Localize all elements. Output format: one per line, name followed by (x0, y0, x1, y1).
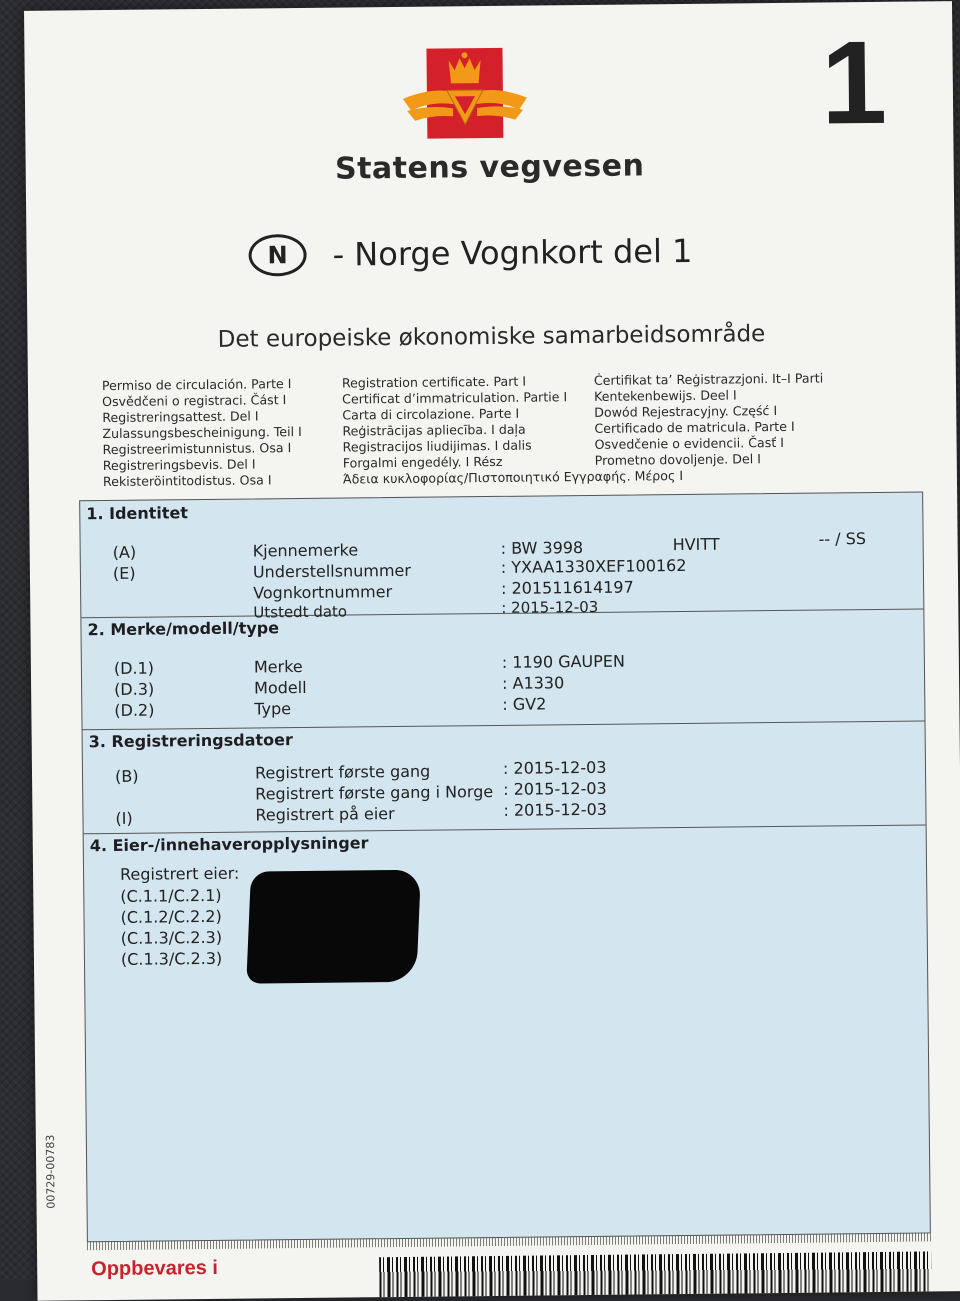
field-code: (I) (115, 808, 133, 828)
redacted-owner-details (246, 870, 421, 984)
translation-line: Permiso de circulación. Parte I (101, 376, 292, 394)
translation-line: Certificat d’immatriculation. Partie I (342, 389, 568, 407)
vin-value: : YXAA1330XEF100162 (500, 555, 687, 577)
translations-column-3 (594, 371, 824, 469)
field-code: (B) (114, 766, 139, 786)
make-label: Merke (253, 656, 303, 677)
field-code: (D.2) (114, 700, 155, 720)
serial-number: 00729-00783 (43, 1134, 58, 1209)
field-code: (D.3) (114, 679, 155, 699)
translation-line: Forgalmi engedély. I Rész (342, 453, 503, 471)
section-owner (84, 824, 930, 1241)
make-value: : 1190 GAUPEN (501, 651, 626, 672)
section-identity (80, 492, 923, 622)
section-title: 2. Merke/modell/type (87, 618, 280, 640)
section-title: 4. Eier-/innehaveropplysninger (89, 833, 369, 856)
translation-line: Άδεια κυκλοφορίας/Πιστοποιητικό Εγγραφής. Μέρος I (342, 467, 684, 487)
translation-line: Registreringsattest. Del I (102, 408, 259, 426)
field-code: (D.1) (113, 658, 155, 678)
agency-logo-crown-wings-icon (402, 46, 527, 143)
translation-line: Osvědčeni o registraci. Část I (102, 392, 287, 410)
owner-field-code: (C.1.3/C.2.3) (120, 927, 223, 948)
translation-line: Osvedčenie o evidencii. Časť I (594, 434, 785, 452)
owner-field-code: (C.1.2/C.2.2) (120, 906, 222, 927)
card-number-value: : 201511614197 (500, 577, 634, 598)
certificate-title (248, 230, 692, 277)
registered-owner-label: Registrert eier: (119, 863, 240, 884)
translation-line: Dowód Rejestracyjny. Część I (594, 402, 778, 420)
part-number: 1 (820, 16, 888, 150)
model-label: Modell (254, 677, 307, 698)
owner-registered-label: Registrert på eier (255, 804, 395, 825)
translations-column-1 (102, 376, 303, 490)
area-heading: Det europeiske økonomiske samarbeidsområde (217, 321, 766, 353)
issued-label: Utstedt dato (253, 602, 348, 622)
agency-name: Statens vegvesen (334, 148, 645, 187)
type-value: : GV2 (502, 694, 547, 714)
translation-line: Registracijos liudijimas. I dalis (342, 437, 532, 455)
registration-form (79, 491, 931, 1242)
owner-field-code: (C.1.1/C.2.1) (120, 885, 222, 906)
translation-line: Registration certificate. Part I (341, 373, 527, 391)
storage-notice: Oppbevares i (91, 1256, 219, 1281)
section-title: 1. Identitet (86, 503, 189, 524)
translation-line: Rekisteröintitodistus. Osa I (102, 472, 272, 490)
section-make-model (81, 608, 924, 730)
owner-field-code: (C.1.3/C.2.3) (120, 948, 223, 969)
model-value: : A1330 (501, 673, 565, 693)
owner-registered-value: : 2015-12-03 (503, 799, 607, 820)
field-code: (A) (112, 542, 137, 562)
title-text: - Norge Vognkort del 1 (332, 231, 693, 274)
translation-line: Kentekenbewijs. Deel I (594, 387, 737, 404)
plate-value: : BW 3998 (500, 538, 584, 558)
translation-line: Reģistrācijas apliecība. I daļa (342, 421, 526, 439)
country-code-badge: N (248, 234, 306, 277)
first-registered-norway-label: Registrert første gang i Norge (255, 781, 494, 804)
translation-line: Registreringsbevis. Del I (102, 456, 256, 474)
type-label: Type (254, 699, 292, 719)
color-value: HVITT (672, 534, 720, 555)
field-code: (E) (112, 563, 136, 583)
vin-label: Understellsnummer (252, 560, 411, 582)
translation-line: Carta di circolazione. Parte I (342, 405, 520, 423)
first-registered-label: Registrert første gang (254, 761, 431, 783)
translation-line: Prometno dovoljenje. Del I (594, 451, 761, 468)
translation-line: Ċertifikat ta’ Reġistrazzjoni. It–I Parti (593, 370, 824, 388)
translation-line: Registreerimistunnistus. Osa I (102, 440, 292, 458)
first-registered-value: : 2015-12-03 (502, 757, 607, 778)
card-number-label: Vognkortnummer (253, 582, 393, 603)
translation-line: Zulassungsbescheinigung. Teil I (102, 423, 302, 442)
section-registration-dates (83, 720, 926, 834)
barcode (379, 1251, 931, 1297)
section-title: 3. Registreringsdatoer (88, 730, 293, 752)
translation-line: Certificado de matricula. Parte I (594, 418, 795, 436)
issued-value: : 2015-12-03 (501, 597, 599, 617)
suffix-value: -- / SS (818, 529, 867, 549)
plate-label: Kjennemerke (252, 540, 359, 561)
registration-certificate (24, 1, 960, 1301)
first-registered-norway-value: : 2015-12-03 (503, 778, 607, 799)
